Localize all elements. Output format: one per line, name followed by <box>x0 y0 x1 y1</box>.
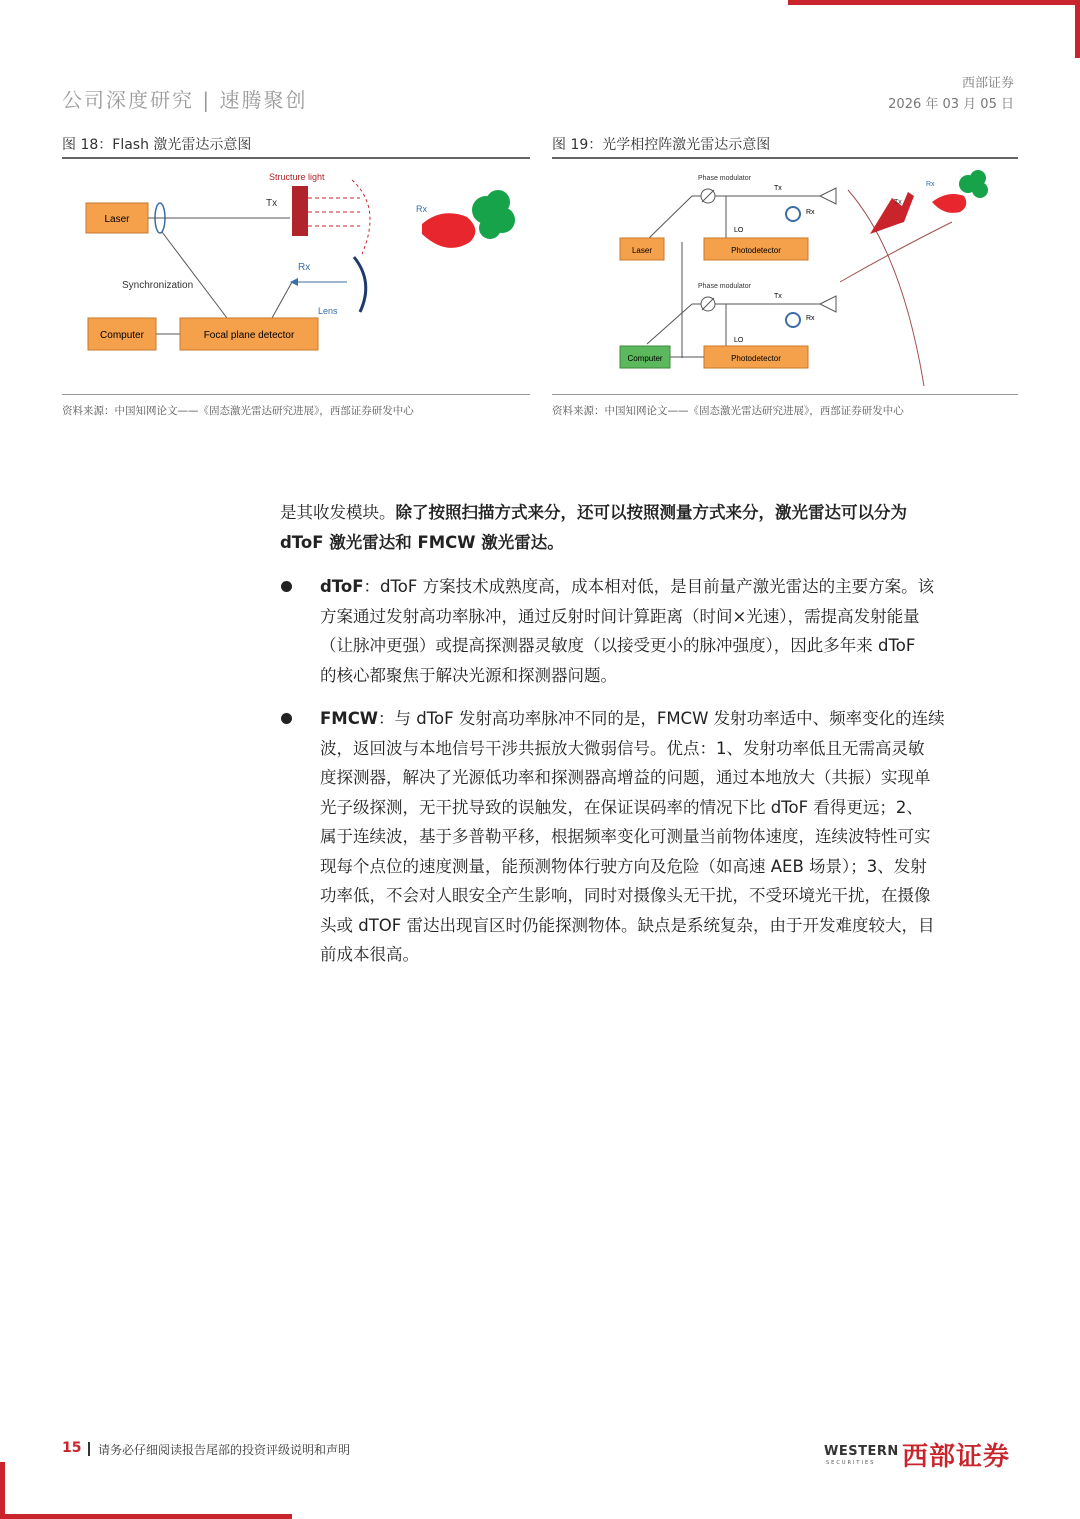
header-date: 2026 年 03 月 05 日 <box>888 97 1014 112</box>
intro-line <box>280 528 1018 558</box>
figure-19-caption: 图 19：光学相控阵激光雷达示意图 <box>552 137 771 153</box>
bullet-line <box>320 572 1018 602</box>
lo-label: LO <box>734 227 744 234</box>
rx-label: Rx <box>806 315 815 322</box>
tx-beam-label: Tx <box>894 199 902 206</box>
sync-line <box>162 232 227 318</box>
bullet-line-text: 的核心都聚焦于解决光源和探测器问题。 <box>320 665 617 685</box>
rx-coupler-icon <box>786 313 800 327</box>
red-target-shape <box>422 213 475 248</box>
red-target-shape <box>932 194 966 213</box>
logo-english: WESTERN <box>824 1444 899 1459</box>
rx-label: Rx <box>806 209 815 216</box>
laser-label: Laser <box>104 214 130 225</box>
corner-decoration-bottom-vertical <box>0 1462 5 1519</box>
phase-modulator-label: Phase modulator <box>698 283 751 290</box>
receive-lens <box>354 257 366 312</box>
rx-label: Rx <box>298 262 311 273</box>
bullet-line-text: （让脉冲更强）或提高探测器灵敏度（以接受更小的脉冲强度），因此多年来 dToF <box>320 636 916 655</box>
rx-coupler-icon <box>786 207 800 221</box>
bullet-line-text: 方案通过发射高功率脉冲，通过反射时间计算距离（时间×光速），需提高发射能量 <box>320 606 920 626</box>
bullet-line <box>320 881 1018 911</box>
structure-wavefront <box>352 180 370 254</box>
bullet-line <box>320 822 1018 852</box>
bullet-line-text: 现每个点位的速度测量，能预测物体行驶方向及危险（如高速 AEB 场景）；3、发射 <box>320 856 927 876</box>
bullet-line-text: 前成本很高。 <box>320 945 419 964</box>
corner-decoration-top-vertical <box>1075 0 1080 58</box>
intro-line <box>280 498 1018 528</box>
bullet-line-text: 波，返回波与本地信号干涉共振放大微弱信号。优点：1、发射功率低且无需高灵敏 <box>320 738 925 758</box>
bullet-line-text: ：与 dToF 发射高功率脉冲不同的是，FMCW 发射功率适中、频率变化的连续 <box>378 709 945 728</box>
bullet-line <box>320 704 1018 734</box>
lo-label: LO <box>734 337 744 344</box>
figure-19-top-rule <box>552 157 1018 159</box>
bullet-fmcw <box>320 704 1018 970</box>
bullet-line <box>320 631 1018 661</box>
bullet-line <box>320 911 1018 941</box>
figure-19-source: 资料来源：中国知网论文——《固态激光雷达研究进展》，西部证券研发中心 <box>552 405 904 417</box>
figure-18-bottom-rule <box>62 394 530 395</box>
intro-paragraph <box>280 498 1018 557</box>
focal-plane-label: Focal plane detector <box>203 330 295 341</box>
tx-antenna <box>820 296 836 312</box>
figure-18-caption: 图 18：Flash 激光雷达示意图 <box>62 137 252 153</box>
bullet-line-text: ：dToF 方案技术成熟度高，成本相对低，是目前量产激光雷达的主要方案。该 <box>363 577 935 596</box>
footer-divider <box>88 1442 90 1456</box>
photodetector-label: Photodetector <box>731 246 781 255</box>
bullet-icon <box>281 581 292 592</box>
lens-label: Lens <box>318 306 338 316</box>
bullet-line-text: 属于连续波，基于多普勒平移，根据频率变化可测量当前物体速度，连续波特性可实 <box>320 827 931 846</box>
bullet-term: dToF <box>320 577 364 596</box>
bullet-dtof <box>320 572 1018 690</box>
red-beam-arrow <box>870 192 914 234</box>
corner-decoration-bottom <box>0 1514 292 1519</box>
bullet-line <box>320 661 1018 691</box>
report-title: 公司深度研究 | 速腾聚创 <box>62 88 308 112</box>
bullet-icon <box>281 713 292 724</box>
tx-label: Tx <box>774 293 782 300</box>
logo-english-sub: SECURITIES <box>826 1460 876 1466</box>
rx-arrowhead <box>290 278 298 286</box>
tx-label: Tx <box>774 185 782 192</box>
figure-19-diagram <box>552 162 1018 390</box>
sync-label: Synchronization <box>122 280 194 291</box>
bullet-line-text: 头或 dTOF 雷达出现盲区时仍能探测物体。缺点是系统复杂，由于开发难度较大，目 <box>320 915 935 935</box>
intro-bold-text: dToF 激光雷达和 FMCW 激光雷达。 <box>280 532 564 552</box>
beam-arc <box>840 222 952 282</box>
rx-target-label: Rx <box>926 181 935 188</box>
split-line <box>647 304 692 344</box>
bullet-line <box>320 734 1018 764</box>
figure-19-bottom-rule <box>552 394 1018 395</box>
figure-18-top-rule <box>62 157 530 159</box>
structure-light-label: Structure light <box>269 172 325 182</box>
computer-label: Computer <box>627 354 663 363</box>
bullet-term: FMCW <box>320 709 378 728</box>
green-target-shape <box>479 217 501 239</box>
corner-decoration-top <box>788 0 1080 5</box>
page-number: 15 <box>62 1440 82 1456</box>
rx-path <box>272 282 292 318</box>
rx-target-label: Rx <box>416 204 427 214</box>
laser-label: Laser <box>631 246 653 255</box>
tx-label: Tx <box>266 198 278 209</box>
structure-light-block <box>292 186 308 236</box>
figure-18-diagram <box>62 162 530 390</box>
green-target-shape <box>972 182 988 198</box>
tx-antenna <box>820 188 836 204</box>
bullet-line <box>320 602 1018 632</box>
figure-18-source: 资料来源：中国知网论文——《固态激光雷达研究进展》，西部证券研发中心 <box>62 405 414 417</box>
intro-text: 是其收发模块。 <box>280 503 396 522</box>
bullet-line <box>320 763 1018 793</box>
bullet-line <box>320 940 1018 970</box>
logo-chinese: 西部证券 <box>902 1442 1011 1472</box>
bullet-line-text: 光子级探测，无干扰导致的误触发，在保证误码率的情况下比 dToF 看得更远；2、 <box>320 797 923 817</box>
bullet-line-text: 功率低，不会对人眼安全产生影响，同时对摄像头无干扰，不受环境光干扰，在摄像 <box>320 886 931 905</box>
split-line <box>647 196 692 240</box>
intro-bold-text: 除了按照扫描方式来分，还可以按照测量方式来分，激光雷达可以分为 <box>395 503 907 522</box>
bullet-line-text: 度探测器，解决了光源低功率和探测器高增益的问题，通过本地放大（共振）实现单 <box>320 768 931 787</box>
phase-modulator-label: Phase modulator <box>698 175 751 182</box>
footer-disclaimer: 请务必仔细阅读报告尾部的投资评级说明和声明 <box>98 1443 351 1457</box>
bullet-line <box>320 793 1018 823</box>
header-company: 西部证券 <box>961 76 1014 91</box>
photodetector-label: Photodetector <box>731 354 781 363</box>
bullet-line <box>320 852 1018 882</box>
computer-label: Computer <box>100 330 144 341</box>
